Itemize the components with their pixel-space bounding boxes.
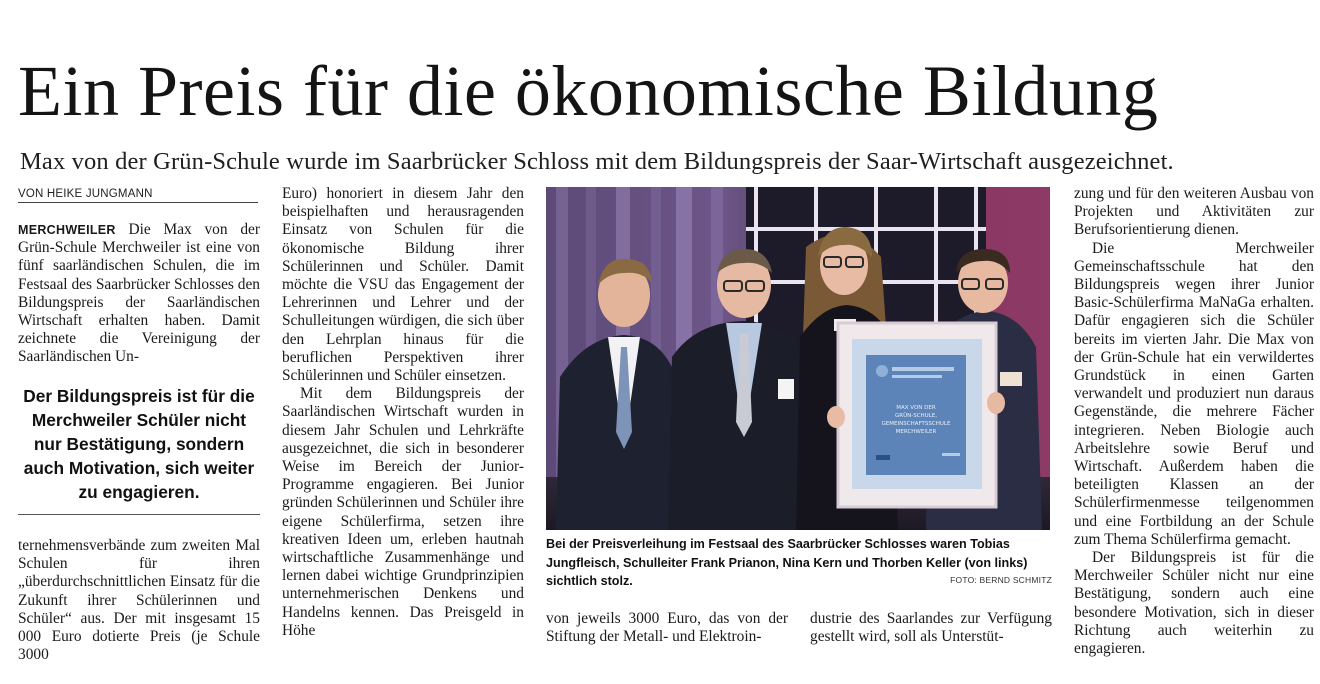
headline: Ein Preis für die ökonomische Bildung bbox=[18, 51, 1159, 131]
photo-credit: FOTO: BERND SCHMITZ bbox=[950, 575, 1052, 585]
body-paragraph: Die Max von der Grün-Schule Merchweiler ist eine von fünf saarländischen Schulen, die im Festsaal des Saarbrücker Schlosses den Bildungspreis der Saarländischen Wirtschaft erhalten haben. Damit zeichnete die Vereinigung der Saarländischen Un- bbox=[18, 221, 260, 366]
byline: VON HEIKE JUNGMANN bbox=[18, 188, 258, 203]
body-paragraph: Euro) honoriert in diesem Jahr den beispielhaften und herausragenden Einsatz von Schulen für die ökonomische Bildung ihrer Schülerinnen und Schüler. Damit möchte die VSU das Engagement der Lehrerinnen und Lehrer und der Schulleitungen würdigen, die sich über den Lehrplan hinaus für die beruflichen Perspektiven ihrer Schülerinnen und Schüler einsetzen. bbox=[282, 185, 524, 385]
photo-caption: Bei der Preisverleihung im Festsaal des Saarbrücker Schlosses waren Tobias Jungfleisch, Schulleiter Frank Prianon, Nina Kern und Thorben Keller (von links) sichtlich stolz. bbox=[546, 537, 1028, 588]
certificate-text: MAX VON DER GRÜN-SCHULE, GEMEINSCHAFTSSCHULE MERCHWEILER bbox=[881, 405, 951, 435]
dateline: MERCHWEILER bbox=[18, 223, 116, 237]
article-column-1-top bbox=[18, 221, 260, 367]
body-paragraph: von jeweils 3000 Euro, das von der Stiftung der Metall- und Elektroin- bbox=[546, 610, 788, 646]
subheadline: Max von der Grün-Schule wurde im Saarbrücker Schloss mit dem Bildungspreis der Saar-Wirtschaft ausgezeichnet. bbox=[20, 148, 1174, 175]
body-paragraph: zung und für den weiteren Ausbau von Projekten und Aktivitäten zur Berufsorientierung dienen. bbox=[1074, 185, 1314, 239]
article-column-3 bbox=[546, 610, 788, 646]
article-column-2 bbox=[282, 185, 524, 640]
article-column-4 bbox=[810, 610, 1052, 646]
certificate bbox=[838, 323, 996, 507]
body-paragraph: dustrie des Saarlandes zur Verfügung gestellt wird, soll als Unterstüt- bbox=[810, 610, 1052, 646]
pull-quote: Der Bildungspreis ist für die Merchweiler Schüler nicht nur Bestätigung, sondern auch Motivation, sich weiter zu engagieren. bbox=[18, 384, 260, 515]
body-paragraph: Der Bildungspreis ist für die Merchweiler Schüler nicht nur eine Bestätigung, sondern auch eine besondere Motivation, sich in dieser Richtung auch weiterhin zu engagieren. bbox=[1074, 549, 1314, 658]
article-column-5 bbox=[1074, 185, 1314, 658]
body-paragraph: Die Merchweiler Gemeinschaftsschule hat den Bildungspreis wegen ihrer Junior Basic-Schülerfirma MaNaGa erhalten. Dafür engagieren sich die Schüler bereits im vierten Jahr. Die Max von der Grün-Schule hat ein verwildertes Grundstück in einen Garten verwandelt und produziert nun daraus Gegenstände, die mehrere Fächer integrieren. Neben Biologie auch Arbeitslehre sowie Beruf und Wirtschaft. Außerdem haben die beteiligten Klassen an der Schülerfirmenmesse teilgenommen und eine Fortbildung an der Schule zum Thema Schülerfirma gemacht. bbox=[1074, 239, 1314, 548]
body-paragraph: ternehmensverbände zum zweiten Mal Schulen für ihren „überdurchschnittlichen Einsatz für die Zukunft ihrer Schülerinnen und Schüler“ aus. Der mit insgesamt 15 000 Euro dotierte Preis (je Schule 3000 bbox=[18, 537, 260, 664]
article-column-1-bottom bbox=[18, 537, 260, 664]
award-photo bbox=[546, 187, 1050, 530]
body-paragraph: Mit dem Bildungspreis der Saarländischen Wirtschaft wurden in diesem Jahr Schulen und Lehrkräfte ausgezeichnet, die sich in besonderer Weise im Bereich der Junior-Programme engagieren. Bei Junior gründen Schülerinnen und Schüler ihre eigene Schülerfirma, setzen ihre kreativen Ideen um, erleben hautnah wirtschaftliche Zusammenhänge und lernen dabei wichtige Grundprinzipien unternehmerischen Denkens und Handelns kennen. Das Preisgeld in Höhe bbox=[282, 385, 524, 639]
